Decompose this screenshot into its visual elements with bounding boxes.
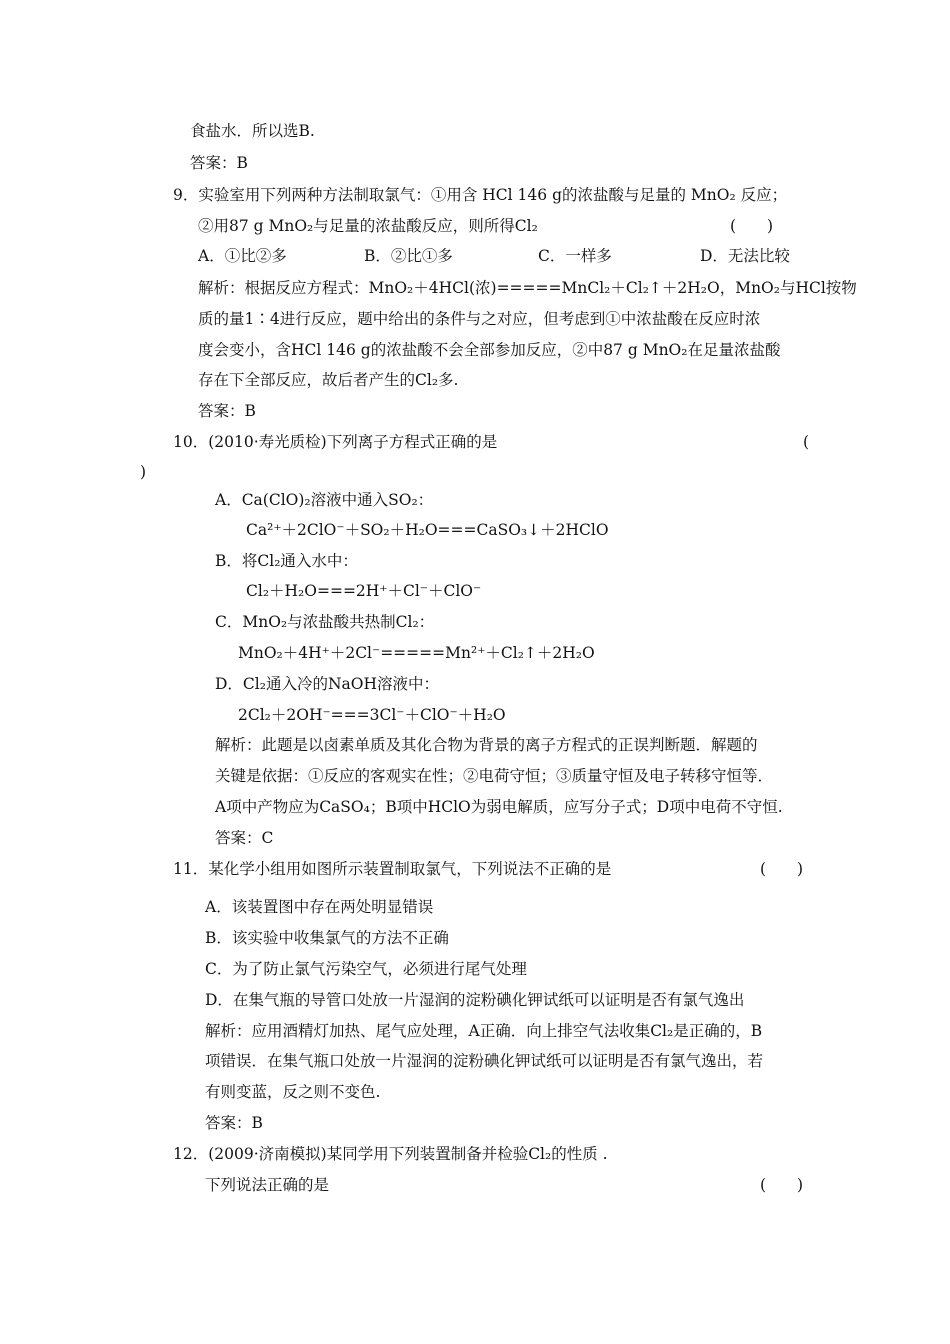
q9-option-a: A．①比②多 (198, 247, 287, 265)
q11-stem: 11．某化学小组用如图所示装置制取氯气，下列说法不正确的是 (173, 860, 612, 878)
q9-stem-line1: 9．实验室用下列两种方法制取氯气：①用含 HCl 146 g的浓盐酸与足量的 MnO₂ 反应； (173, 186, 788, 204)
q10-option-d: D．Cl₂通入冷的NaOH溶液中： (215, 675, 439, 693)
q12-stem-line1: 12．(2009·济南模拟)某同学用下列装置制备并检验Cl₂的性质 . (173, 1145, 608, 1163)
q10-paren-close: ) (140, 463, 147, 481)
q11-analysis-line1: 解析：应用酒精灯加热、尾气应处理，A正确．向上排空气法收集Cl₂是正确的，B (205, 1022, 763, 1040)
q11-option-a: A．该装置图中存在两处明显错误 (205, 898, 434, 916)
q10-stem: 10．(2010·寿光质检)下列离子方程式正确的是 (173, 433, 498, 451)
q9-analysis-line1: 解析：根据反应方程式：MnO₂＋4HCl(浓)=====MnCl₂＋Cl₂↑＋2H₂O，MnO₂与HCl按物 (198, 279, 857, 297)
q9-stem-line2: ②用87 g MnO₂与足量的浓盐酸反应，则所得Cl₂ (198, 217, 538, 235)
q9-analysis-line3: 度会变小，含HCl 146 g的浓盐酸不会全部参加反应，②中87 g MnO₂在足量浓盐酸 (198, 341, 781, 359)
q11-answer: 答案：B (205, 1114, 263, 1132)
q11-option-b: B．该实验中收集氯气的方法不正确 (205, 929, 449, 947)
q8-answer: 答案：B (190, 154, 248, 172)
q10-option-c: C．MnO₂与浓盐酸共热制Cl₂： (215, 613, 435, 631)
q11-answer-blank: ( ) (760, 860, 804, 878)
q9-answer: 答案：B (198, 402, 256, 420)
q11-analysis-line3: 有则变蓝，反之则不变色. (205, 1083, 381, 1101)
q10-analysis-line3: A项中产物应为CaSO₄；B项中HClO为弱电解质，应写分子式；D项中电荷不守恒. (215, 798, 783, 816)
q12-answer-blank: ( ) (760, 1176, 804, 1194)
q10-answer: 答案：C (215, 829, 274, 847)
q9-analysis-line2: 质的量1∶4进行反应，题中给出的条件与之对应，但考虑到①中浓盐酸在反应时浓 (198, 310, 761, 328)
q9-option-c: C．一样多 (538, 247, 612, 265)
q10-analysis-line1: 解析：此题是以卤素单质及其化合物为背景的离子方程式的正误判断题．解题的 (215, 736, 758, 754)
q12-stem-line2: 下列说法正确的是 (205, 1176, 330, 1194)
q11-analysis-line2: 项错误．在集气瓶口处放一片湿润的淀粉碘化钾试纸可以证明是否有氯气逸出，若 (205, 1052, 764, 1070)
q9-answer-blank: ( ) (730, 217, 774, 235)
q8-tail-line: 食盐水．所以选B. (190, 122, 315, 140)
q9-analysis-line4: 存在下全部反应，故后者产生的Cl₂多. (198, 371, 459, 389)
q11-option-d: D．在集气瓶的导管口处放一片湿润的淀粉碘化钾试纸可以证明是否有氯气逸出 (205, 991, 745, 1009)
q10-equation-b: Cl₂＋H₂O===2H⁺＋Cl⁻＋ClO⁻ (246, 582, 482, 600)
q10-equation-a: Ca²⁺＋2ClO⁻＋SO₂＋H₂O===CaSO₃↓＋2HClO (246, 521, 609, 539)
q10-option-b: B．将Cl₂通入水中： (215, 552, 358, 570)
q11-option-c: C．为了防止氯气污染空气，必须进行尾气处理 (205, 960, 527, 978)
q10-paren-open: ( (803, 433, 810, 451)
q10-equation-d: 2Cl₂＋2OH⁻===3Cl⁻＋ClO⁻＋H₂O (238, 706, 506, 724)
q9-option-d: D．无法比较 (700, 247, 790, 265)
q10-analysis-line2: 关键是依据：①反应的客观实在性；②电荷守恒；③质量守恒及电子转移守恒等． (215, 767, 774, 785)
q9-option-b: B．②比①多 (364, 247, 453, 265)
q10-equation-c: MnO₂＋4H⁺＋2Cl⁻=====Mn²⁺＋Cl₂↑＋2H₂O (238, 644, 595, 662)
q10-option-a: A．Ca(ClO)₂溶液中通入SO₂： (215, 491, 434, 509)
